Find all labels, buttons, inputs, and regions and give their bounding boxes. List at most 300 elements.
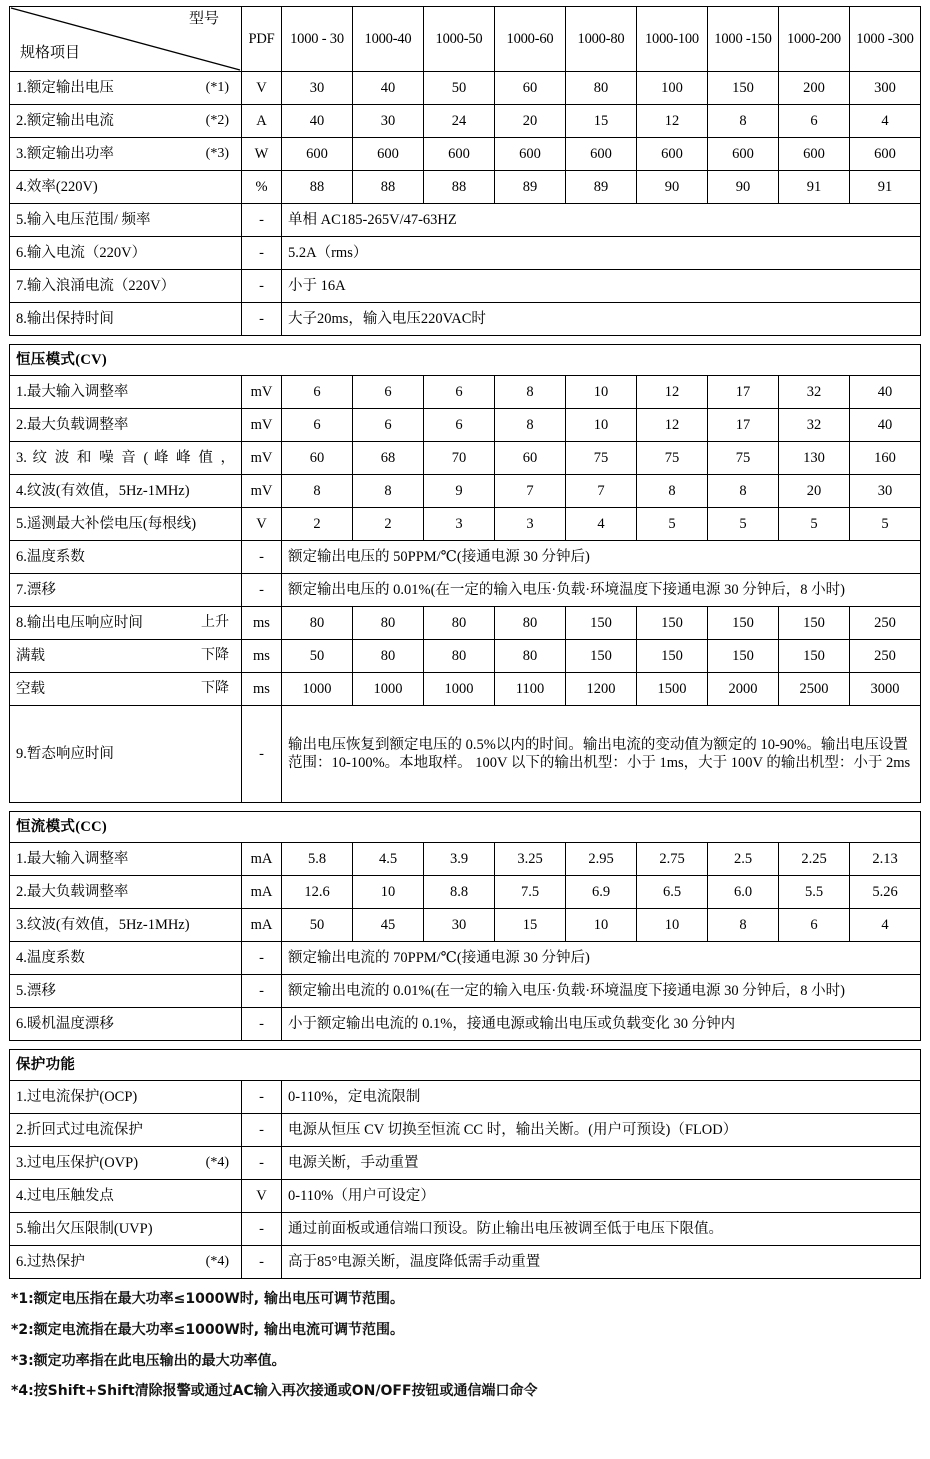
value-cell: 89 xyxy=(566,171,637,204)
table-row xyxy=(10,1213,921,1246)
unit-cell: - xyxy=(242,1114,282,1147)
header-model-7: 1000-200 xyxy=(779,7,850,72)
header-model-0: 1000 - 30 xyxy=(282,7,353,72)
value-cell: 50 xyxy=(424,72,495,105)
table-row xyxy=(10,204,921,237)
row-label-note: (*4) xyxy=(205,1155,229,1171)
unit-cell: % xyxy=(242,171,282,204)
row-label xyxy=(10,204,242,237)
cv-mode-table xyxy=(9,344,921,803)
description-cell: 小于 16A xyxy=(282,270,921,303)
value-cell: 10 xyxy=(637,909,708,942)
value-cell: 6 xyxy=(282,409,353,442)
unit-cell: - xyxy=(242,1147,282,1180)
table-row xyxy=(10,1081,921,1114)
value-cell: 1200 xyxy=(566,673,637,706)
value-cell: 6 xyxy=(353,409,424,442)
row-label xyxy=(10,409,242,442)
value-cell: 80 xyxy=(566,72,637,105)
table-row xyxy=(10,876,921,909)
value-cell: 2.5 xyxy=(708,843,779,876)
value-cell: 5.5 xyxy=(779,876,850,909)
row-label xyxy=(10,138,242,171)
section-header-cc xyxy=(10,812,921,843)
value-cell: 5.26 xyxy=(850,876,921,909)
row-label-text: 1.额定输出电压 xyxy=(16,79,114,96)
description-cell: 额定输出电流的 70PPM/℃(接通电源 30 分钟后) xyxy=(282,942,921,975)
row-label-note: (*4) xyxy=(205,1254,229,1270)
row-label-text: 3.纹波(有效值，5Hz-1MHz) xyxy=(16,916,190,933)
table-row xyxy=(10,270,921,303)
row-label xyxy=(10,1213,242,1246)
unit-cell: ms xyxy=(242,607,282,640)
value-cell: 250 xyxy=(850,607,921,640)
row-label-text: 2.额定输出电流 xyxy=(16,112,114,129)
row-label-text: 7.输入浪涌电流（220V） xyxy=(16,277,176,294)
value-cell: 2.25 xyxy=(779,843,850,876)
value-cell: 6 xyxy=(424,376,495,409)
value-cell: 6.5 xyxy=(637,876,708,909)
table-row xyxy=(10,673,921,706)
value-cell: 600 xyxy=(637,138,708,171)
description-cell: 输出电压恢复到额定电压的 0.5%以内的时间。输出电流的变动值为额定的 10-90%。输出电压设置范围：10-100%。本地取样。 100V 以下的输出机型：小于 1ms，大于 100V 的输出机型：小于 2ms xyxy=(282,706,921,803)
header-model-1: 1000-40 xyxy=(353,7,424,72)
table-row xyxy=(10,105,921,138)
row-label-text: 空载 xyxy=(16,680,45,697)
value-cell: 30 xyxy=(282,72,353,105)
header-kind-label: 型号 xyxy=(188,11,219,27)
value-cell: 10 xyxy=(566,409,637,442)
value-cell: 3 xyxy=(495,508,566,541)
row-label xyxy=(10,607,242,640)
unit-cell: mV xyxy=(242,409,282,442)
footnotes-block xyxy=(9,1291,921,1400)
description-cell: 0-110%（用户可设定） xyxy=(282,1180,921,1213)
value-cell: 80 xyxy=(282,607,353,640)
row-label xyxy=(10,475,242,508)
value-cell: 75 xyxy=(637,442,708,475)
value-cell: 6 xyxy=(353,376,424,409)
value-cell: 17 xyxy=(708,409,779,442)
value-cell: 1000 xyxy=(353,673,424,706)
row-label-text: 3.额定输出功率 xyxy=(16,145,114,162)
description-cell: 5.2A（rms） xyxy=(282,237,921,270)
unit-cell: - xyxy=(242,942,282,975)
row-label xyxy=(10,843,242,876)
row-label xyxy=(10,942,242,975)
value-cell: 4 xyxy=(566,508,637,541)
header-corner-cell xyxy=(10,7,242,72)
header-model-3: 1000-60 xyxy=(495,7,566,72)
value-cell: 68 xyxy=(353,442,424,475)
row-label xyxy=(10,237,242,270)
value-cell: 15 xyxy=(495,909,566,942)
value-cell: 600 xyxy=(353,138,424,171)
table-row xyxy=(10,1008,921,1041)
value-cell: 100 xyxy=(637,72,708,105)
header-model-2: 1000-50 xyxy=(424,7,495,72)
unit-cell: V xyxy=(242,1180,282,1213)
table-row xyxy=(10,1114,921,1147)
row-label-text: 2.最大负载调整率 xyxy=(16,416,129,433)
value-cell: 75 xyxy=(708,442,779,475)
row-label xyxy=(10,105,242,138)
value-cell: 12.6 xyxy=(282,876,353,909)
value-cell: 32 xyxy=(779,376,850,409)
value-cell: 75 xyxy=(566,442,637,475)
row-label xyxy=(10,72,242,105)
row-label xyxy=(10,303,242,336)
row-label xyxy=(10,1114,242,1147)
value-cell: 600 xyxy=(566,138,637,171)
table-row xyxy=(10,1147,921,1180)
value-cell: 250 xyxy=(850,640,921,673)
value-cell: 8 xyxy=(708,475,779,508)
row-label-text: 3. 纹 波 和 噪 音 ( 峰 峰 值 ， xyxy=(16,449,235,466)
row-label xyxy=(10,640,242,673)
value-cell: 40 xyxy=(850,409,921,442)
value-cell: 8 xyxy=(495,409,566,442)
value-cell: 80 xyxy=(424,607,495,640)
header-model-4: 1000-80 xyxy=(566,7,637,72)
row-label-note: (*2) xyxy=(205,113,229,129)
row-label-text: 满载 xyxy=(16,647,45,664)
value-cell: 10 xyxy=(566,909,637,942)
value-cell: 88 xyxy=(282,171,353,204)
header-model-8: 1000 -300 xyxy=(850,7,921,72)
value-cell: 5 xyxy=(850,508,921,541)
value-cell: 88 xyxy=(424,171,495,204)
value-cell: 30 xyxy=(424,909,495,942)
value-cell: 12 xyxy=(637,105,708,138)
description-cell: 高于85°电源关断，温度降低需手动重置 xyxy=(282,1246,921,1279)
value-cell: 9 xyxy=(424,475,495,508)
value-cell: 80 xyxy=(424,640,495,673)
table-row xyxy=(10,376,921,409)
row-label-text: 5.输入电压范围/ 频率 xyxy=(16,211,151,228)
unit-cell: - xyxy=(242,303,282,336)
table-row xyxy=(10,640,921,673)
row-label-note: 下降 xyxy=(201,681,229,697)
value-cell: 70 xyxy=(424,442,495,475)
row-label-text: 6.过热保护 xyxy=(16,1253,85,1270)
value-cell: 6.0 xyxy=(708,876,779,909)
value-cell: 80 xyxy=(353,607,424,640)
row-label-text: 6.暖机温度漂移 xyxy=(16,1015,114,1032)
value-cell: 10 xyxy=(566,376,637,409)
value-cell: 4 xyxy=(850,909,921,942)
value-cell: 1500 xyxy=(637,673,708,706)
description-cell: 电源从恒压 CV 切换至恒流 CC 时，输出关断。(用户可预设)（FLOD） xyxy=(282,1114,921,1147)
value-cell: 1000 xyxy=(424,673,495,706)
unit-cell: - xyxy=(242,975,282,1008)
row-label-text: 5.输出欠压限制(UVP) xyxy=(16,1220,153,1237)
row-label-text: 1.最大输入调整率 xyxy=(16,850,129,867)
section-title: 恒流模式(CC) xyxy=(10,812,921,843)
value-cell: 7 xyxy=(495,475,566,508)
value-cell: 2500 xyxy=(779,673,850,706)
table-row xyxy=(10,541,921,574)
value-cell: 600 xyxy=(495,138,566,171)
value-cell: 8 xyxy=(282,475,353,508)
unit-cell: - xyxy=(242,237,282,270)
value-cell: 40 xyxy=(353,72,424,105)
value-cell: 6.9 xyxy=(566,876,637,909)
header-unit-label: PDF xyxy=(242,7,282,72)
unit-cell: ms xyxy=(242,640,282,673)
unit-cell: - xyxy=(242,574,282,607)
value-cell: 3 xyxy=(424,508,495,541)
value-cell: 12 xyxy=(637,409,708,442)
value-cell: 600 xyxy=(424,138,495,171)
section-header-cv xyxy=(10,345,921,376)
unit-cell: mA xyxy=(242,909,282,942)
row-label-text: 4.纹波(有效值，5Hz-1MHz) xyxy=(16,482,190,499)
value-cell: 32 xyxy=(779,409,850,442)
unit-cell: mV xyxy=(242,475,282,508)
table-row xyxy=(10,475,921,508)
row-label xyxy=(10,706,242,803)
value-cell: 5 xyxy=(637,508,708,541)
value-cell: 6 xyxy=(779,105,850,138)
value-cell: 150 xyxy=(779,607,850,640)
value-cell: 150 xyxy=(779,640,850,673)
row-label xyxy=(10,975,242,1008)
value-cell: 8.8 xyxy=(424,876,495,909)
section-title: 保护功能 xyxy=(10,1050,921,1081)
row-label xyxy=(10,376,242,409)
value-cell: 6 xyxy=(424,409,495,442)
unit-cell: A xyxy=(242,105,282,138)
protection-table xyxy=(9,1049,921,1279)
unit-cell: - xyxy=(242,541,282,574)
value-cell: 5 xyxy=(708,508,779,541)
row-label xyxy=(10,270,242,303)
table-row xyxy=(10,303,921,336)
description-cell: 通过前面板或通信端口预设。防止输出电压被调至低于电压下限值。 xyxy=(282,1213,921,1246)
value-cell: 600 xyxy=(850,138,921,171)
value-cell: 5 xyxy=(779,508,850,541)
value-cell: 8 xyxy=(637,475,708,508)
table-row xyxy=(10,574,921,607)
value-cell: 7 xyxy=(566,475,637,508)
description-cell: 电源关断，手动重置 xyxy=(282,1147,921,1180)
value-cell: 24 xyxy=(424,105,495,138)
value-cell: 89 xyxy=(495,171,566,204)
row-label-text: 2.折回式过电流保护 xyxy=(16,1121,143,1138)
table-row xyxy=(10,508,921,541)
header-model-5: 1000-100 xyxy=(637,7,708,72)
value-cell: 60 xyxy=(495,442,566,475)
value-cell: 91 xyxy=(779,171,850,204)
table-row xyxy=(10,72,921,105)
value-cell: 60 xyxy=(282,442,353,475)
value-cell: 150 xyxy=(566,640,637,673)
value-cell: 30 xyxy=(850,475,921,508)
value-cell: 4.5 xyxy=(353,843,424,876)
header-item-label: 规格项目 xyxy=(20,45,81,62)
row-label-text: 6.温度系数 xyxy=(16,548,85,565)
value-cell: 3.25 xyxy=(495,843,566,876)
value-cell: 2 xyxy=(353,508,424,541)
footnote-1: *1:额定电压指在最大功率≤1000W时, 输出电压可调节范围。 xyxy=(11,1291,404,1307)
value-cell: 45 xyxy=(353,909,424,942)
row-label-text: 2.最大负载调整率 xyxy=(16,883,129,900)
value-cell: 20 xyxy=(495,105,566,138)
value-cell: 50 xyxy=(282,640,353,673)
value-cell: 1100 xyxy=(495,673,566,706)
value-cell: 88 xyxy=(353,171,424,204)
value-cell: 150 xyxy=(708,640,779,673)
row-label-note: 上升 xyxy=(201,615,229,631)
value-cell: 8 xyxy=(708,105,779,138)
value-cell: 300 xyxy=(850,72,921,105)
value-cell: 150 xyxy=(708,607,779,640)
row-label-text: 4.效率(220V) xyxy=(16,178,98,195)
value-cell: 2.95 xyxy=(566,843,637,876)
unit-cell: - xyxy=(242,706,282,803)
value-cell: 10 xyxy=(353,876,424,909)
header-model-6: 1000 -150 xyxy=(708,7,779,72)
value-cell: 12 xyxy=(637,376,708,409)
value-cell: 130 xyxy=(779,442,850,475)
value-cell: 2000 xyxy=(708,673,779,706)
value-cell: 200 xyxy=(779,72,850,105)
table-row xyxy=(10,942,921,975)
table-row xyxy=(10,843,921,876)
row-label-note: (*3) xyxy=(205,146,229,162)
footnote-4: *4:按Shift+Shift清除报警或通过AC输入再次接通或ON/OFF按钮或通信端口命令 xyxy=(11,1383,538,1400)
value-cell: 150 xyxy=(566,607,637,640)
value-cell: 80 xyxy=(495,640,566,673)
unit-cell: ms xyxy=(242,673,282,706)
row-label-text: 5.遥测最大补偿电压(每根线) xyxy=(16,515,197,532)
row-label-note: (*1) xyxy=(205,80,229,96)
row-label-text: 5.漂移 xyxy=(16,982,56,999)
unit-cell: V xyxy=(242,72,282,105)
unit-cell: mV xyxy=(242,376,282,409)
value-cell: 17 xyxy=(708,376,779,409)
general-spec-table xyxy=(9,6,921,336)
value-cell: 40 xyxy=(850,376,921,409)
description-cell: 单相 AC185-265V/47-63HZ xyxy=(282,204,921,237)
value-cell: 3.9 xyxy=(424,843,495,876)
row-label-text: 3.过电压保护(OVP) xyxy=(16,1154,139,1171)
table-row xyxy=(10,409,921,442)
value-cell: 60 xyxy=(495,72,566,105)
unit-cell: mA xyxy=(242,876,282,909)
table-row xyxy=(10,1246,921,1279)
table-row xyxy=(10,975,921,1008)
value-cell: 3000 xyxy=(850,673,921,706)
row-label xyxy=(10,1246,242,1279)
row-label-text: 8.输出保持时间 xyxy=(16,310,114,327)
table-row xyxy=(10,237,921,270)
unit-cell: - xyxy=(242,270,282,303)
table-row xyxy=(10,138,921,171)
value-cell: 4 xyxy=(850,105,921,138)
description-cell: 小于额定输出电流的 0.1%，接通电源或输出电压或负载变化 30 分钟内 xyxy=(282,1008,921,1041)
row-label-note: 下降 xyxy=(201,648,229,664)
row-label-text: 9.暂态响应时间 xyxy=(16,745,114,762)
unit-cell: W xyxy=(242,138,282,171)
table-row xyxy=(10,909,921,942)
value-cell: 600 xyxy=(708,138,779,171)
description-cell: 额定输出电压的 0.01%(在一定的输入电压·负载·环境温度下接通电源 30 分钟后，8 小时) xyxy=(282,574,921,607)
value-cell: 7.5 xyxy=(495,876,566,909)
value-cell: 80 xyxy=(495,607,566,640)
row-label-text: 4.过电压触发点 xyxy=(16,1187,114,1204)
value-cell: 8 xyxy=(495,376,566,409)
value-cell: 20 xyxy=(779,475,850,508)
value-cell: 2 xyxy=(282,508,353,541)
value-cell: 90 xyxy=(637,171,708,204)
unit-cell: V xyxy=(242,508,282,541)
section-title: 恒压模式(CV) xyxy=(10,345,921,376)
table-row xyxy=(10,607,921,640)
row-label xyxy=(10,673,242,706)
value-cell: 30 xyxy=(353,105,424,138)
unit-cell: - xyxy=(242,1246,282,1279)
row-label-text: 4.温度系数 xyxy=(16,949,85,966)
table-row xyxy=(10,442,921,475)
value-cell: 2.75 xyxy=(637,843,708,876)
value-cell: 6 xyxy=(779,909,850,942)
unit-cell: mA xyxy=(242,843,282,876)
row-label xyxy=(10,1081,242,1114)
value-cell: 5.8 xyxy=(282,843,353,876)
row-label xyxy=(10,876,242,909)
value-cell: 150 xyxy=(637,607,708,640)
table-row xyxy=(10,1180,921,1213)
unit-cell: - xyxy=(242,1081,282,1114)
value-cell: 150 xyxy=(708,72,779,105)
value-cell: 15 xyxy=(566,105,637,138)
footnote-2: *2:额定电流指在最大功率≤1000W时, 输出电流可调节范围。 xyxy=(11,1321,404,1338)
row-label-text: 7.漂移 xyxy=(16,581,56,598)
row-label-text: 6.输入电流（220V） xyxy=(16,244,147,261)
table-row xyxy=(10,171,921,204)
row-label xyxy=(10,442,242,475)
value-cell: 91 xyxy=(850,171,921,204)
row-label xyxy=(10,508,242,541)
description-cell: 0-110%，定电流限制 xyxy=(282,1081,921,1114)
row-label-text: 1.最大输入调整率 xyxy=(16,383,129,400)
value-cell: 40 xyxy=(282,105,353,138)
description-cell: 大子20ms，输入电压220VAC时 xyxy=(282,303,921,336)
table-header-row xyxy=(10,7,921,72)
value-cell: 600 xyxy=(779,138,850,171)
value-cell: 2.13 xyxy=(850,843,921,876)
value-cell: 160 xyxy=(850,442,921,475)
table-row xyxy=(10,706,921,803)
value-cell: 50 xyxy=(282,909,353,942)
unit-cell: - xyxy=(242,1213,282,1246)
value-cell: 80 xyxy=(353,640,424,673)
value-cell: 150 xyxy=(637,640,708,673)
value-cell: 1000 xyxy=(282,673,353,706)
value-cell: 8 xyxy=(708,909,779,942)
unit-cell: - xyxy=(242,1008,282,1041)
value-cell: 90 xyxy=(708,171,779,204)
section-header-protection xyxy=(10,1050,921,1081)
row-label xyxy=(10,1180,242,1213)
row-label xyxy=(10,171,242,204)
footnote-3: *3:额定功率指在此电压输出的最大功率值。 xyxy=(11,1352,286,1369)
row-label xyxy=(10,574,242,607)
unit-cell: mV xyxy=(242,442,282,475)
unit-cell: - xyxy=(242,204,282,237)
